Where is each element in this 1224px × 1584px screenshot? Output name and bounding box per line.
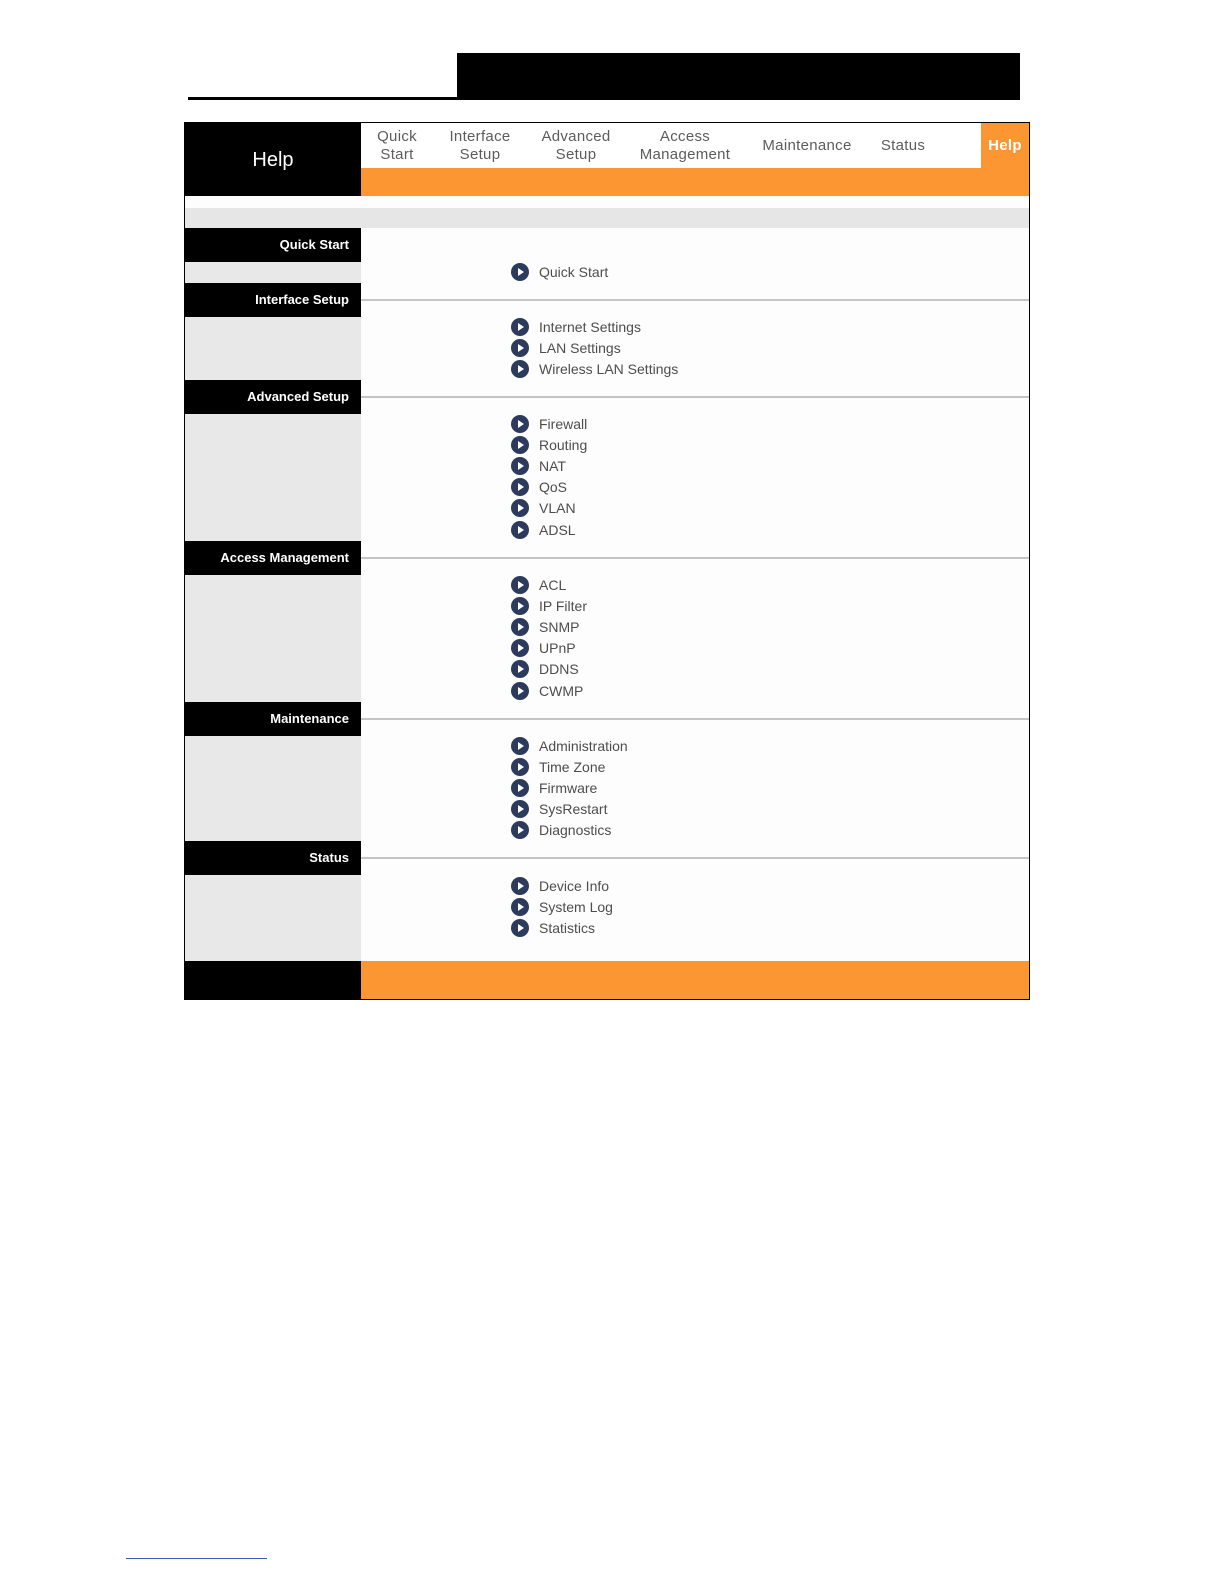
circle-play-icon [511,597,529,615]
help-link-snmp[interactable]: SNMP [511,616,587,637]
section-label-maintenance: Maintenance [185,702,361,736]
section-label-interface-setup: Interface Setup [185,283,361,317]
help-link-quick-start[interactable]: Quick Start [511,261,608,282]
help-link-cwmp[interactable]: CWMP [511,680,587,701]
help-link-ip-filter[interactable]: IP Filter [511,595,587,616]
help-link-firmware[interactable]: Firmware [511,777,628,798]
help-link-routing[interactable]: Routing [511,434,587,455]
circle-play-icon [511,919,529,937]
help-link-upnp[interactable]: UPnP [511,638,587,659]
help-link-wireless-lan-settings[interactable]: Wireless LAN Settings [511,358,678,379]
circle-play-icon [511,576,529,594]
nav-tab-advanced-setup[interactable]: Advanced Setup [541,127,611,163]
circle-play-icon [511,360,529,378]
help-link-system-log[interactable]: System Log [511,896,613,917]
nav-tab-status[interactable]: Status [880,136,926,154]
circle-play-icon [511,263,529,281]
help-link-time-zone[interactable]: Time Zone [511,756,628,777]
circle-play-icon [511,821,529,839]
circle-play-icon [511,436,529,454]
section-divider [361,718,1029,720]
top-navigation [361,123,1029,168]
page-title: Help [252,149,294,171]
circle-play-icon [511,618,529,636]
help-link-nat[interactable]: NAT [511,455,587,476]
links-quick-start [511,261,608,282]
help-link-firewall[interactable]: Firewall [511,413,587,434]
help-link-administration[interactable]: Administration [511,735,628,756]
nav-tab-maintenance[interactable]: Maintenance [762,136,852,154]
circle-play-icon [511,478,529,496]
help-link-ddns[interactable]: DDNS [511,659,587,680]
circle-play-icon [511,339,529,357]
section-divider [361,299,1029,301]
circle-play-icon [511,415,529,433]
help-link-statistics[interactable]: Statistics [511,917,613,938]
circle-play-icon [511,737,529,755]
nav-tab-access-management[interactable]: Access Management [639,127,731,163]
links-status [511,875,613,939]
footer-left-block [185,961,361,999]
router-help-page [184,122,1030,1000]
circle-play-icon [511,660,529,678]
document-header-rule [188,97,458,100]
circle-play-icon [511,457,529,475]
help-link-lan-settings[interactable]: LAN Settings [511,337,678,358]
links-access-management [511,574,587,701]
section-label-status: Status [185,841,361,875]
document-header-bar [457,53,1020,100]
nav-tab-interface-setup[interactable]: Interface Setup [449,127,511,163]
circle-play-icon [511,800,529,818]
circle-play-icon [511,758,529,776]
section-divider [361,557,1029,559]
help-link-qos[interactable]: QoS [511,477,587,498]
circle-play-icon [511,639,529,657]
help-link-sysrestart[interactable]: SysRestart [511,799,628,820]
footer-accent-bar [361,961,1029,999]
section-divider [361,857,1029,859]
links-advanced-setup [511,413,587,540]
subheader-strip [185,208,1029,228]
circle-play-icon [511,318,529,336]
help-link-vlan[interactable]: VLAN [511,498,587,519]
section-label-access-management: Access Management [185,541,361,575]
links-interface-setup [511,316,678,380]
brand-block [185,123,361,196]
circle-play-icon [511,779,529,797]
circle-play-icon [511,877,529,895]
help-link-internet-settings[interactable]: Internet Settings [511,316,678,337]
section-label-advanced-setup: Advanced Setup [185,380,361,414]
links-maintenance [511,735,628,841]
section-divider [361,396,1029,398]
help-link-device-info[interactable]: Device Info [511,875,613,896]
circle-play-icon [511,521,529,539]
section-label-quick-start: Quick Start [185,228,361,262]
help-link-diagnostics[interactable]: Diagnostics [511,820,628,841]
nav-tab-help[interactable]: Help [981,123,1029,168]
footnote-rule [126,1558,267,1559]
nav-accent-bar [361,168,1029,196]
circle-play-icon [511,898,529,916]
help-link-acl[interactable]: ACL [511,574,587,595]
help-link-adsl[interactable]: ADSL [511,519,587,540]
circle-play-icon [511,682,529,700]
nav-tab-quick-start[interactable]: Quick Start [377,127,417,163]
circle-play-icon [511,499,529,517]
